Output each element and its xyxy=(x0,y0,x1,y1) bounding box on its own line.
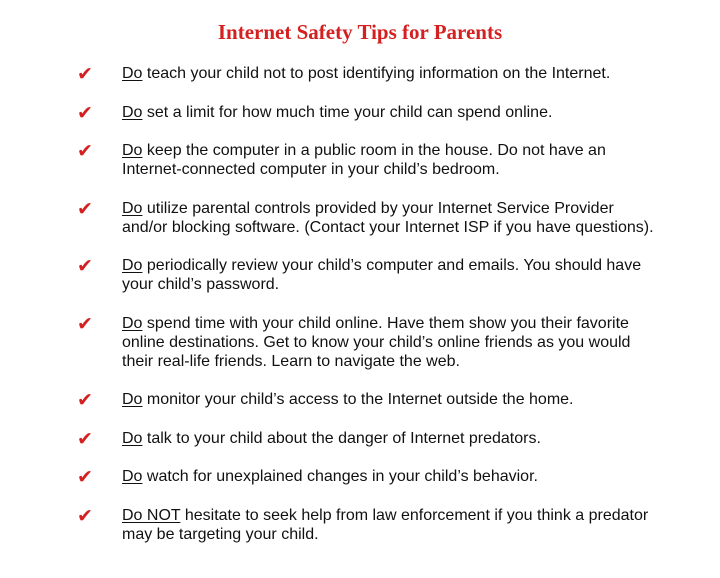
tip-item xyxy=(0,467,720,486)
tip-item xyxy=(0,64,720,83)
tip-keyword: Do xyxy=(122,103,143,121)
tip-item xyxy=(0,506,720,544)
checkmark-icon: ✔ xyxy=(77,466,93,488)
tip-text: periodically review your child’s computer and emails. You should have your child’s password. xyxy=(122,257,642,293)
tip-keyword: Do xyxy=(122,314,143,332)
tip-keyword: Do xyxy=(122,468,143,485)
tip-text: teach your child not to post identifying information on the Internet. xyxy=(142,65,611,82)
tip-keyword: Do xyxy=(122,257,143,274)
checkmark-icon: ✔ xyxy=(77,427,93,450)
tip-text: utilize parental controls provided by your Internet Service Provider and/or blocking software. (Contact your Internet ISP if you have questions). xyxy=(122,199,654,236)
tip-keyword: Do xyxy=(122,142,143,159)
tip-item xyxy=(0,199,720,237)
tip-text: hesitate to seek help from law enforcement if you think a predator may be targeting your child. xyxy=(122,506,649,543)
checkmark-icon: ✔ xyxy=(77,197,93,220)
tip-text: talk to your child about the danger of Internet predators. xyxy=(142,429,541,447)
tip-keyword: Do NOT xyxy=(122,506,181,524)
tip-item xyxy=(0,429,720,448)
tip-item xyxy=(0,314,720,371)
tip-text: watch for unexplained changes in your child’s behavior. xyxy=(142,468,538,485)
tip-keyword: Do xyxy=(122,199,143,217)
checkmark-icon: ✔ xyxy=(77,140,93,162)
checkmark-icon: ✔ xyxy=(77,255,93,277)
checkmark-icon: ✔ xyxy=(77,389,93,411)
tip-text: monitor your child’s access to the Internet outside the home. xyxy=(142,391,574,408)
tip-item xyxy=(0,390,720,409)
checkmark-icon: ✔ xyxy=(77,312,93,335)
tip-item xyxy=(0,141,720,179)
tip-item xyxy=(0,256,720,294)
tip-text: spend time with your child online. Have them show you their favorite online destinations. Get to know your child’s online friends as you would their real-life friends. Learn to navigate the web. xyxy=(122,314,631,370)
tip-text: keep the computer in a public room in the house. Do not have an Internet-connected computer in your child’s bedroom. xyxy=(122,142,606,178)
tips-list xyxy=(0,64,720,563)
checkmark-icon: ✔ xyxy=(77,101,93,124)
tip-keyword: Do xyxy=(122,391,143,408)
tip-text: set a limit for how much time your child can spend online. xyxy=(142,103,553,121)
tip-item xyxy=(0,103,720,122)
page-title: Internet Safety Tips for Parents xyxy=(217,20,503,44)
checkmark-icon: ✔ xyxy=(77,63,93,85)
tip-keyword: Do xyxy=(122,429,143,447)
checkmark-icon: ✔ xyxy=(77,504,93,527)
tip-keyword: Do xyxy=(122,65,143,82)
